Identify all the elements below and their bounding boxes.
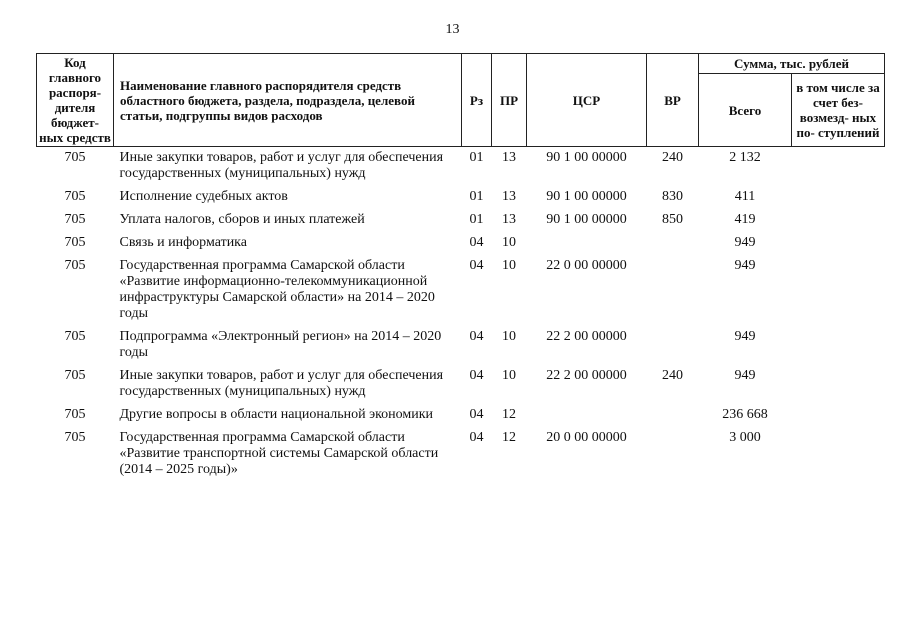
cell-incl bbox=[792, 186, 885, 209]
cell-name: Уплата налогов, сборов и иных платежей bbox=[119, 212, 365, 227]
cell-incl bbox=[792, 365, 885, 404]
header-total: Всего bbox=[699, 74, 792, 147]
cell-total: 949 bbox=[734, 235, 756, 250]
cell-vr bbox=[647, 232, 699, 255]
table-row bbox=[37, 186, 885, 209]
cell-code: 705 bbox=[64, 150, 86, 165]
cell-csr: 22 0 00 00000 bbox=[546, 258, 627, 273]
cell-incl bbox=[792, 255, 885, 326]
table-row bbox=[37, 365, 885, 404]
cell-csr: 22 2 00 00000 bbox=[546, 368, 627, 383]
cell-rz: 01 bbox=[469, 189, 484, 204]
cell-code: 705 bbox=[64, 258, 86, 273]
table-header bbox=[37, 54, 885, 147]
cell-name: Подпрограмма «Электронный регион» на 2014 – 2020 годы bbox=[119, 329, 442, 360]
cell-pr: 10 bbox=[502, 258, 516, 273]
cell-rz: 01 bbox=[469, 150, 484, 165]
cell-csr: 90 1 00 00000 bbox=[546, 212, 627, 227]
cell-name: Связь и информатика bbox=[119, 235, 247, 250]
cell-incl bbox=[792, 427, 885, 482]
cell-csr: 22 2 00 00000 bbox=[546, 329, 627, 344]
table-body bbox=[37, 147, 885, 483]
table-row bbox=[37, 147, 885, 187]
cell-rz: 04 bbox=[469, 329, 484, 344]
cell-total: 411 bbox=[734, 189, 756, 204]
cell-pr: 13 bbox=[502, 150, 516, 165]
cell-vr: 240 bbox=[662, 368, 683, 383]
cell-csr bbox=[527, 404, 647, 427]
cell-csr: 20 0 00 00000 bbox=[546, 430, 627, 445]
table-row bbox=[37, 255, 885, 326]
cell-incl bbox=[792, 326, 885, 365]
cell-rz: 04 bbox=[469, 368, 484, 383]
cell-name: Государственная программа Самарской области «Развитие информационно-телекоммуникационной инфраструктуры Самарской области» на 2014 – 2020 годы bbox=[119, 258, 435, 321]
cell-total: 949 bbox=[734, 368, 756, 383]
header-csr: ЦСР bbox=[527, 54, 647, 147]
cell-incl bbox=[792, 147, 885, 187]
cell-rz: 01 bbox=[469, 212, 484, 227]
cell-csr bbox=[527, 232, 647, 255]
cell-rz: 04 bbox=[469, 430, 484, 445]
cell-pr: 12 bbox=[502, 407, 516, 422]
cell-code: 705 bbox=[64, 368, 86, 383]
table-row bbox=[37, 232, 885, 255]
header-name: Наименование главного распорядителя средств областного бюджета, раздела, подраздела, целевой статьи, подгруппы видов расходов bbox=[114, 54, 462, 147]
cell-name: Исполнение судебных актов bbox=[119, 189, 288, 204]
cell-incl bbox=[792, 209, 885, 232]
cell-vr: 850 bbox=[662, 212, 683, 227]
cell-rz: 04 bbox=[469, 407, 484, 422]
table-row bbox=[37, 326, 885, 365]
cell-total: 949 bbox=[734, 329, 756, 344]
cell-total: 236 668 bbox=[722, 407, 768, 422]
table-row bbox=[37, 404, 885, 427]
header-code: Код главного распоря- дителя бюджет- ных средств bbox=[37, 54, 114, 147]
cell-pr: 13 bbox=[502, 189, 516, 204]
cell-name: Государственная программа Самарской области «Развитие транспортной системы Самарской области (2014 – 2025 годы)» bbox=[119, 430, 439, 477]
cell-vr bbox=[647, 255, 699, 326]
cell-pr: 10 bbox=[502, 329, 516, 344]
table-row bbox=[37, 427, 885, 482]
header-rz: Рз bbox=[462, 54, 492, 147]
header-sum: Сумма, тыс. рублей bbox=[699, 54, 885, 74]
cell-code: 705 bbox=[64, 407, 86, 422]
header-incl: в том числе за счет без- возмезд- ных по- ступлений bbox=[792, 74, 885, 147]
cell-total: 2 132 bbox=[729, 150, 761, 165]
cell-pr: 10 bbox=[502, 235, 516, 250]
budget-table bbox=[36, 53, 885, 482]
cell-vr bbox=[647, 404, 699, 427]
header-pr: ПР bbox=[492, 54, 527, 147]
cell-total: 419 bbox=[734, 212, 756, 227]
cell-vr: 830 bbox=[662, 189, 683, 204]
cell-name: Иные закупки товаров, работ и услуг для обеспечения государственных (муниципальных) нужд bbox=[119, 150, 444, 181]
cell-pr: 10 bbox=[502, 368, 516, 383]
cell-name: Иные закупки товаров, работ и услуг для обеспечения государственных (муниципальных) нужд bbox=[119, 368, 444, 399]
cell-incl bbox=[792, 404, 885, 427]
cell-code: 705 bbox=[64, 189, 86, 204]
cell-code: 705 bbox=[64, 329, 86, 344]
cell-rz: 04 bbox=[469, 258, 484, 273]
cell-code: 705 bbox=[64, 235, 86, 250]
page-number: 13 bbox=[445, 22, 460, 37]
cell-csr: 90 1 00 00000 bbox=[546, 189, 627, 204]
cell-code: 705 bbox=[64, 430, 86, 445]
header-vr: ВР bbox=[647, 54, 699, 147]
table-row bbox=[37, 209, 885, 232]
cell-total: 3 000 bbox=[729, 430, 761, 445]
cell-vr bbox=[647, 427, 699, 482]
cell-total: 949 bbox=[734, 258, 756, 273]
cell-name: Другие вопросы в области национальной экономики bbox=[119, 407, 434, 422]
cell-pr: 12 bbox=[502, 430, 516, 445]
cell-rz: 04 bbox=[469, 235, 484, 250]
cell-csr: 90 1 00 00000 bbox=[546, 150, 627, 165]
cell-vr: 240 bbox=[662, 150, 683, 165]
cell-pr: 13 bbox=[502, 212, 516, 227]
cell-incl bbox=[792, 232, 885, 255]
cell-code: 705 bbox=[64, 212, 86, 227]
cell-vr bbox=[647, 326, 699, 365]
